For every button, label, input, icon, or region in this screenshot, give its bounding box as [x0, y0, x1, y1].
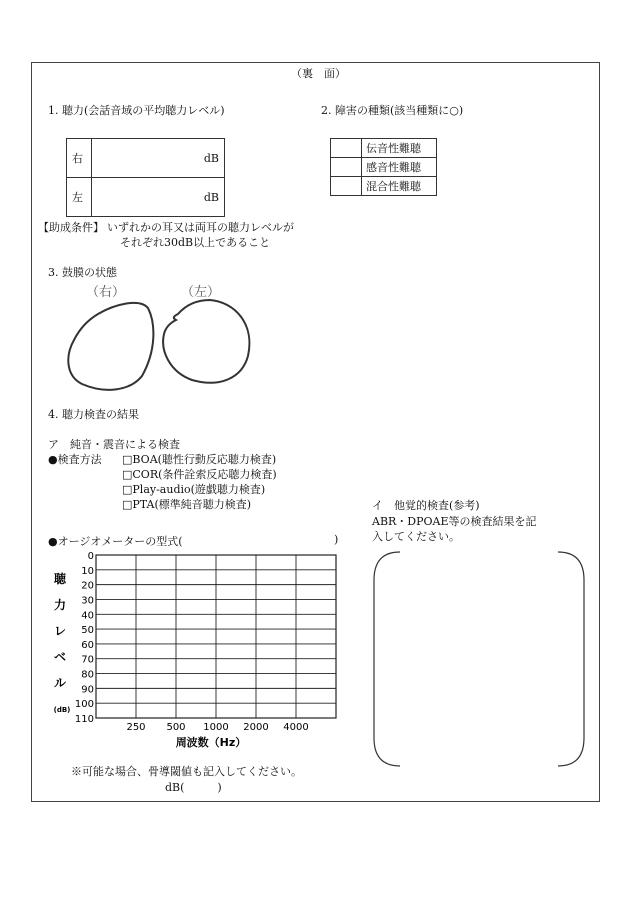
objective-test-box[interactable] [372, 550, 592, 770]
x-tick-label: 4000 [283, 722, 309, 733]
eardrum-left-label: （左） [181, 285, 221, 300]
table-row [331, 177, 437, 196]
y-tick-label: 50 [81, 625, 94, 637]
x-tick-label: 1000 [203, 722, 229, 733]
y-axis-label-char: 力 [53, 598, 67, 612]
y-axis-label-char: レ [53, 624, 67, 638]
section-i-title: イ 他覚的検査(参考) [372, 499, 480, 512]
ear-left-value[interactable]: dB [92, 178, 225, 217]
type-check-cell[interactable] [331, 158, 362, 177]
y-tick-label: 110 [74, 714, 94, 725]
eardrum-drawing [60, 296, 260, 406]
method-play-audio[interactable]: □Play-audio(遊戯聴力検査) [122, 483, 266, 496]
type-label: 感音性難聴 [362, 158, 437, 177]
type-label: 混合性難聴 [362, 177, 437, 196]
side-label: （裏 面） [291, 67, 346, 80]
y-tick-label: 0 [87, 551, 94, 562]
method-cor[interactable]: □COR(条件詮索反応聴力検査) [122, 468, 277, 481]
ear-left-label: 左 [67, 178, 92, 217]
section1-title: 1. 聴力(会話音域の平均聴力レベル) [48, 104, 225, 117]
table-row [67, 178, 225, 217]
y-tick-label: 60 [81, 639, 94, 651]
db-input-label[interactable]: dB( ) [165, 781, 222, 794]
y-axis-unit: (dB) [53, 706, 71, 714]
audiometer-label: ●オージオメーターの型式( [48, 535, 183, 548]
condition-line1: いずれかの耳又は両耳の聴力レベルが [107, 221, 294, 234]
y-axis-label-char: ベ [53, 650, 67, 664]
table-row [331, 158, 437, 177]
table-row [67, 139, 225, 178]
section4-title: 4. 聴力検査の結果 [48, 408, 139, 421]
ear-right-value[interactable]: dB [92, 139, 225, 178]
table-row [331, 139, 437, 158]
y-tick-label: 80 [81, 669, 94, 681]
method-boa[interactable]: □BOA(聴性行動反応聴力検査) [122, 453, 277, 466]
x-tick-label: 2000 [243, 722, 269, 733]
hearing-level-table [66, 138, 225, 217]
ear-right-label: 右 [67, 139, 92, 178]
bone-conduction-note: ※可能な場合、骨導閾値も記入してください。 [71, 765, 302, 778]
y-tick-label: 10 [81, 565, 94, 577]
x-axis-label: 周波数（Hz） [175, 736, 247, 749]
right-bracket [558, 552, 584, 766]
eardrum-right-label: （右） [86, 285, 126, 300]
section2-title: 2. 障害の種類(該当種類に○) [321, 104, 464, 117]
type-label: 伝音性難聴 [362, 139, 437, 158]
hearing-type-table [330, 138, 437, 196]
x-tick-label: 500 [166, 722, 186, 733]
section-i-line2: 入してください。 [372, 530, 460, 543]
condition-line2: それぞれ30dB以上であること [120, 236, 271, 249]
section-i-line1: ABR・DPOAE等の検査結果を記 [372, 515, 537, 528]
y-tick-label: 70 [81, 654, 94, 666]
y-tick-label: 90 [81, 684, 94, 696]
y-axis-label-char: ル [53, 676, 67, 690]
eardrum-left-outline [163, 300, 249, 383]
method-pta[interactable]: □PTA(標準純音聴力検査) [122, 498, 252, 511]
y-tick-label: 40 [81, 610, 94, 622]
y-tick-label: 20 [81, 580, 94, 592]
audiometer-close: ) [334, 533, 339, 546]
eardrum-right-outline [68, 303, 153, 390]
section4-sub-a: ア 純音・震音による検査 [48, 438, 180, 451]
condition-label: 【助成条件】 [38, 221, 104, 234]
y-axis-label-char: 聴 [53, 572, 67, 586]
audiogram-chart [28, 548, 328, 763]
method-label: ●検査方法 [48, 453, 102, 466]
type-check-cell[interactable] [331, 177, 362, 196]
left-bracket [374, 552, 400, 766]
type-check-cell[interactable] [331, 139, 362, 158]
y-tick-label: 100 [74, 699, 94, 711]
section3-title: 3. 鼓膜の状態 [48, 266, 117, 279]
x-tick-label: 250 [126, 722, 146, 733]
y-tick-label: 30 [81, 595, 94, 607]
